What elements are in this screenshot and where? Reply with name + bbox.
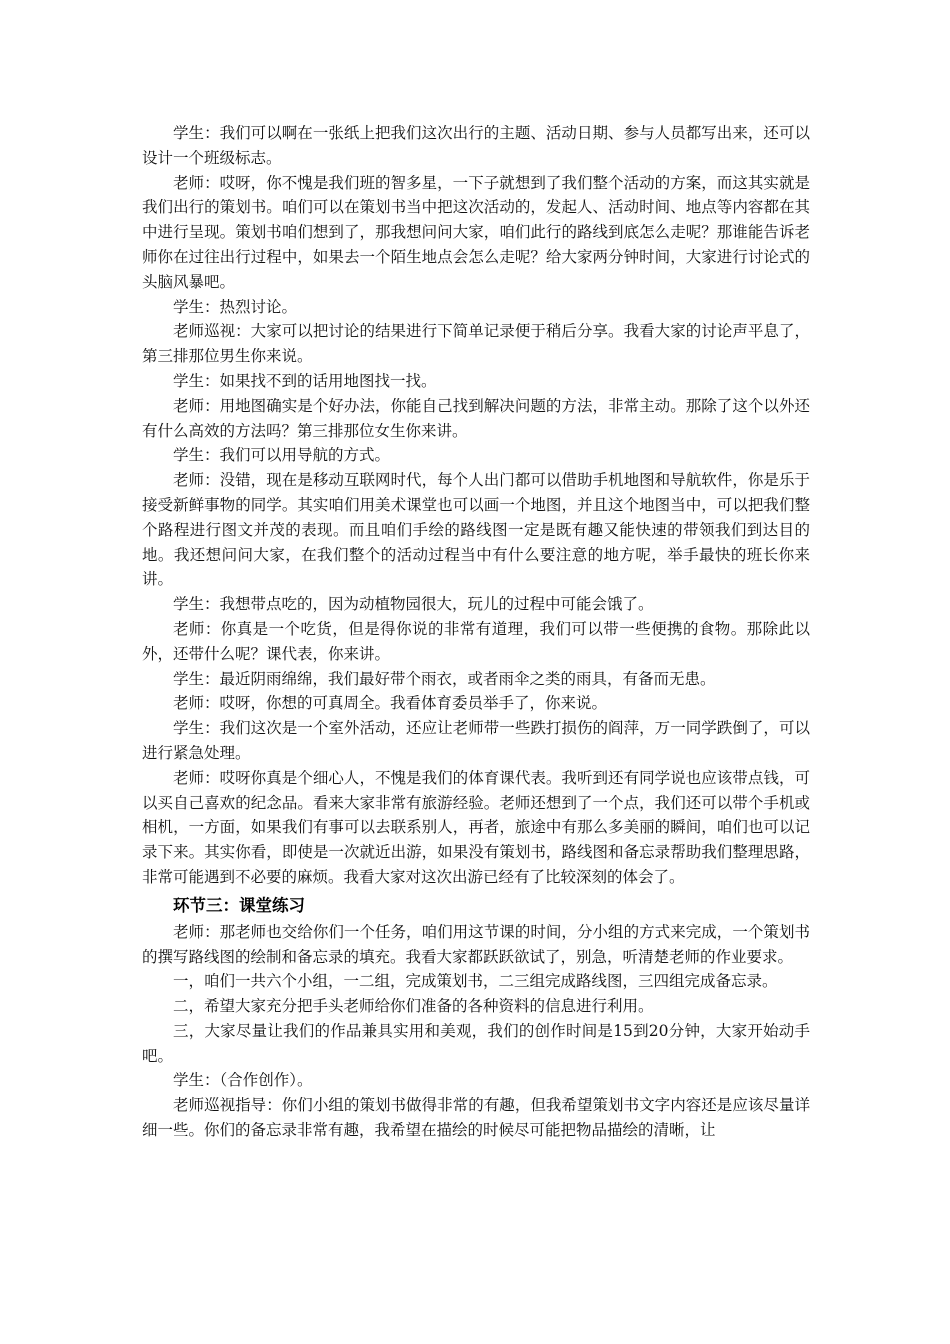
paragraph: 老师：哎呀，你想的可真周全。我看体育委员举手了，你来说。 [173,694,608,713]
paragraph: 二，希望大家充分把手头老师给你们准备的各种资料的信息进行利用。 [173,997,654,1016]
paragraph: 学生：如果找不到的话用地图找一找。 [173,371,437,390]
paragraph: 老师：你真是一个吃货，但是得你说的非常有道理，我们可以带一些便携的食物。那除此以外，还带什么呢？课代表，你来讲。 [142,619,810,663]
paragraph: 学生：我想带点吃的，因为动植物园很大，玩儿的过程中可能会饿了。 [173,595,654,614]
paragraph: 学生：我们可以用导航的方式。 [173,446,391,465]
paragraph: 学生：最近阴雨绵绵，我们最好带个雨衣，或者雨伞之类的雨具，有备而无患。 [173,669,716,688]
paragraph: 三，大家尽量让我们的作品兼具实用和美观，我们的创作时间是15到20分钟，大家开始动手吧。 [142,1021,810,1065]
paragraph: 学生：热烈讨论。 [173,297,298,316]
paragraph: 学生：我们可以啊在一张纸上把我们这次出行的主题、活动日期、参与人员都写出来，还可以设计一个班级标志。 [142,124,810,167]
paragraph: 学生：我们这次是一个室外活动，还应让老师带一些跌打损伤的阎萍，万一同学跌倒了，可以进行紧急处理。 [142,719,810,762]
paragraph: 老师巡视指导：你们小组的策划书做得非常的有趣，但我希望策划书文字内容还是应该尽量详细一些。你们的备忘录非常有趣，我希望在描绘的时候尽可能把物品描绘的清晰，让 [142,1096,810,1140]
section-heading: 环节三：课堂练习 [173,895,305,915]
paragraph: 学生：（合作创作）。 [173,1071,313,1090]
paragraph: 老师：哎呀，你不愧是我们班的智多星，一下子就想到了我们整个活动的方案，而这其实就是我们出行的策划书。咱们可以在策划书当中把这次活动的，发起人、活动时间、地点等内容都在其中进行呈现。策划书咱们想到了，那我想问问大家，咱们此行的路线到底怎么走呢？那谁能告诉老师你在过往出行过程中，如果去一个陌生地点会怎么走呢？给大家两分钟时间，大家进行讨论式的头脑风暴吧。 [142,173,810,291]
paragraph: 老师：没错，现在是移动互联网时代，每个人出门都可以借助手机地图和导航软件，你是乐于接受新鲜事物的同学。其实咱们用美术课堂也可以画一个地图，并且这个地图当中，可以把我们整个路程进行图文并茂的表现。而且咱们手绘的路线图一定是既有趣又能快速的带领我们到达目的地。我还想问问大家，在我们整个的活动过程当中有什么要注意的地方呢，举手最快的班长你来讲。 [142,471,810,589]
paragraph: 一，咱们一共六个小组，一二组，完成策划书，二三组完成路线图，三四组完成备忘录。 [173,972,778,991]
paragraph: 老师：哎呀你真是个细心人，不愧是我们的体育课代表。我听到还有同学说也应该带点钱，可以买自己喜欢的纪念品。看来大家非常有旅游经验。老师还想到了一个点，我们还可以带个手机或相机，一方面，如果我们有事可以去联系别人，再者，旅途中有那么多美丽的瞬间，咱们也可以记录下来。其实你看，即使是一次就近出游，如果没有策划书，路线图和备忘录帮助我们整理思路，非常可能遇到不必要的麻烦。我看大家对这次出游已经有了比较深刻的体会了。 [142,768,810,886]
paragraph: 老师：用地图确实是个好办法，你能自己找到解决问题的方法，非常主动。那除了这个以外还有什么高效的方法吗？第三排那位女生你来讲。 [142,396,810,440]
paragraph: 老师：那老师也交给你们一个任务，咱们用这节课的时间，分小组的方式来完成，一个策划书的撰写路线图的绘制和备忘录的填充。我看大家都跃跃欲试了，别急，听清楚老师的作业要求。 [142,922,810,966]
document-body [142,121,810,1143]
paragraph: 老师巡视：大家可以把讨论的结果进行下简单记录便于稍后分享。我看大家的讨论声平息了，第三排那位男生你来说。 [142,322,810,366]
